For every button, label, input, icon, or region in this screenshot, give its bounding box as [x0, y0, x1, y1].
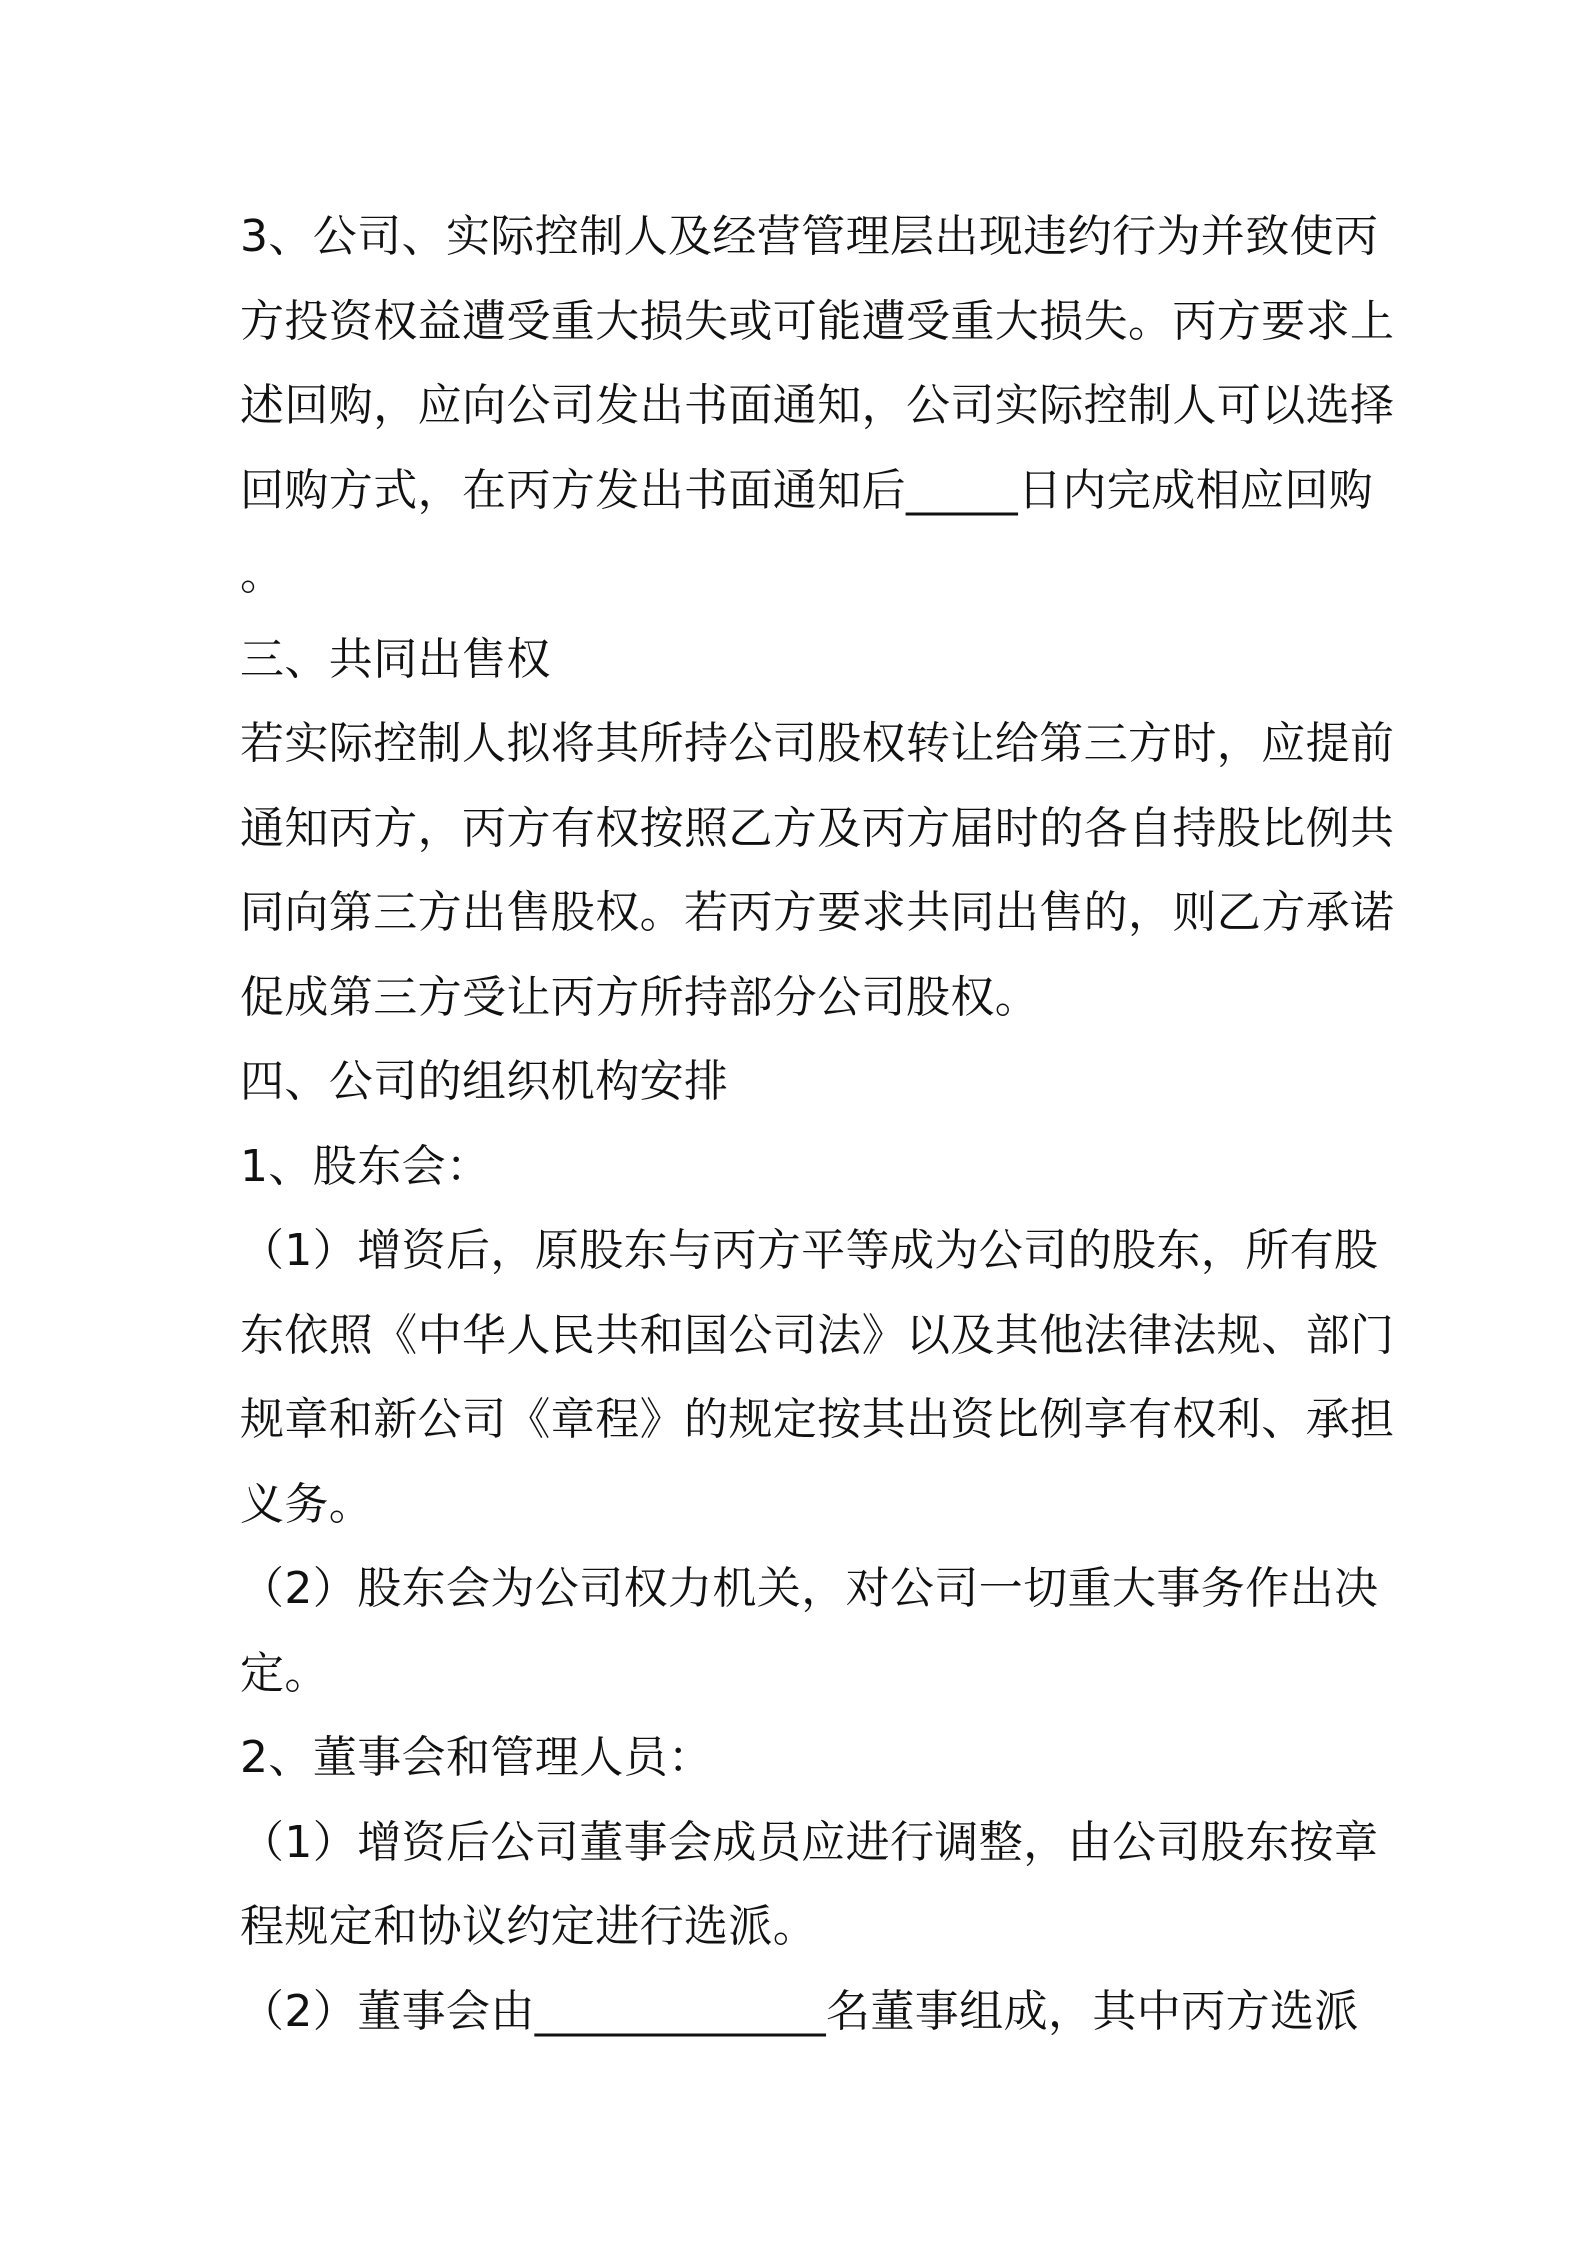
- text-line: 程规定和协议约定进行选派。: [240, 1901, 818, 1952]
- text-line: 定。: [240, 1647, 329, 1699]
- text-line: （1）增资后，原股东与丙方平等成为公司的股东，所有股: [240, 1225, 1379, 1276]
- text-line: 通知丙方，丙方有权按照乙方及丙方届时的各自持股比例共: [240, 802, 1395, 854]
- text-line: （1）增资后公司董事会成员应进行调整，由公司股东按章: [240, 1816, 1379, 1868]
- text-line: 东依照《中华人民共和国公司法》以及其他法律法规、部门: [240, 1309, 1395, 1361]
- text-line: 义务。: [240, 1478, 374, 1530]
- text-line: 述回购，应向公司发出书面通知，公司实际控制人可以选择: [240, 380, 1395, 431]
- text-line: 。: [240, 549, 285, 600]
- section-heading: 四、公司的组织机构安排: [240, 1056, 729, 1107]
- document-body: [240, 195, 1395, 2054]
- text-line: 若实际控制人拟将其所持公司股权转让给第三方时，应提前: [240, 718, 1395, 769]
- subsection-heading: 1、股东会：: [240, 1140, 491, 1192]
- text-line: （2）董事会由_____________名董事组成，其中丙方选派: [240, 1985, 1359, 2037]
- section-heading: 三、共同出售权: [240, 633, 551, 685]
- text-line: （2）股东会为公司权力机关，对公司一切重大事务作出决: [240, 1563, 1379, 1614]
- text-line: 方投资权益遭受重大损失或可能遭受重大损失。丙方要求上: [240, 295, 1395, 347]
- text-line: 同向第三方出售股权。若丙方要求共同出售的，则乙方承诺: [240, 887, 1395, 938]
- subsection-heading: 2、董事会和管理人员：: [240, 1732, 713, 1783]
- text-line: 回购方式，在丙方发出书面通知后_____日内完成相应回购: [240, 464, 1374, 516]
- text-line: 3、公司、实际控制人及经营管理层出现违约行为并致使丙: [240, 211, 1379, 262]
- text-line: 规章和新公司《章程》的规定按其出资比例享有权利、承担: [240, 1394, 1395, 1445]
- text-line: 促成第三方受让丙方所持部分公司股权。: [240, 971, 1040, 1023]
